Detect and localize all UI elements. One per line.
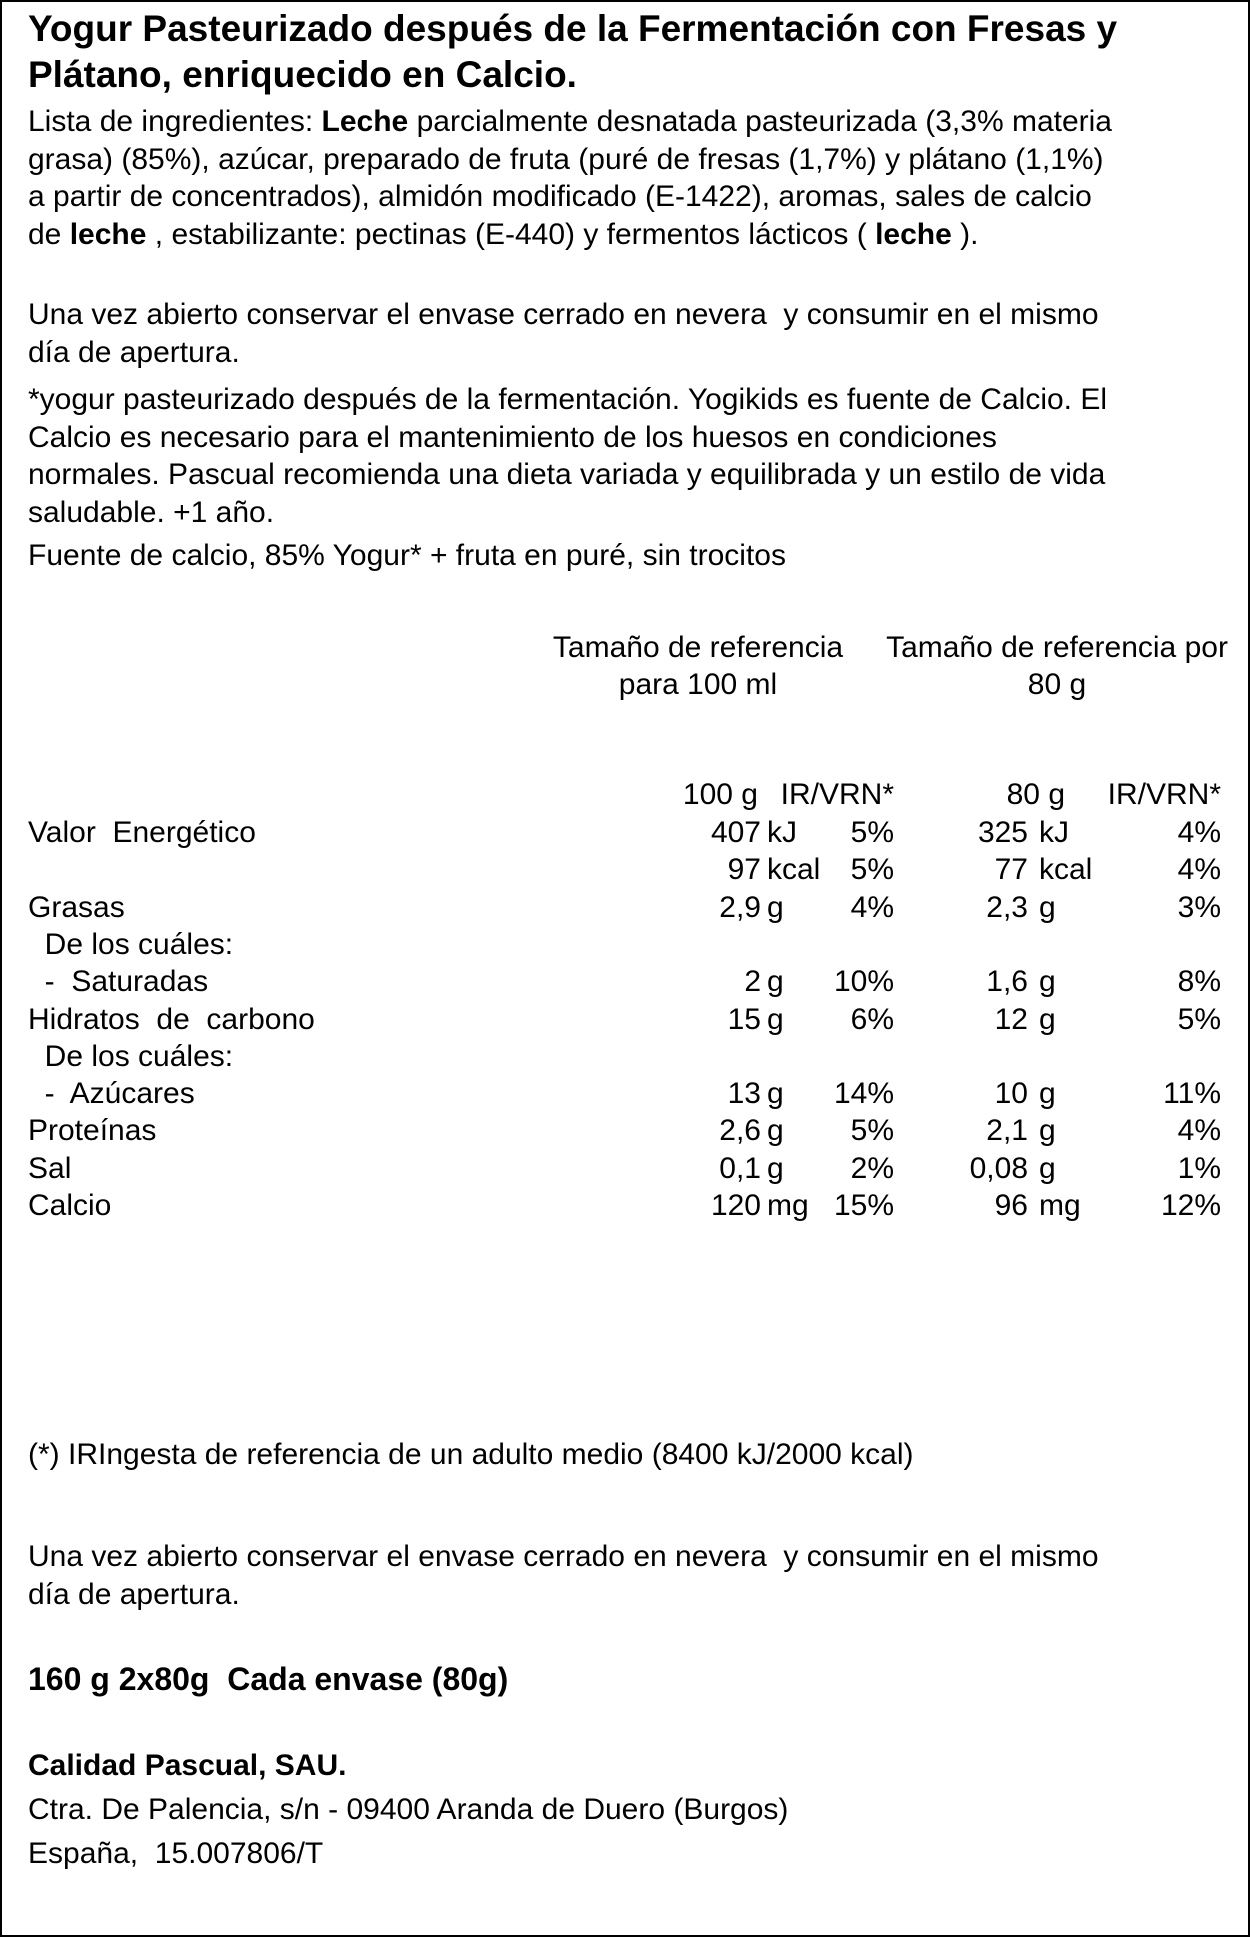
nutrient-label: De los cuáles: [28,1039,234,1073]
note-line-2: Calcio es necesario para el mantenimiento de los huesos en condiciones [28,420,997,454]
ir-80: 8% [1177,965,1221,999]
unit-100: g [767,1002,784,1036]
col-header-100g: 100 g [682,778,758,811]
ir-80: 3% [1177,890,1221,924]
nutrient-label: Valor Energético [28,816,256,849]
ir-100: 5% [850,853,894,887]
unit-100: kJ [767,816,797,849]
ir-80: 1% [1177,1151,1221,1185]
unit-80: g [1039,890,1056,924]
value-80: 2,1 [986,1114,1028,1148]
nutrient-label: Sal [28,1151,72,1185]
value-100: 13 [727,1077,761,1111]
unit-100: g [767,1077,784,1111]
nutrient-label: De los cuáles: [28,927,234,961]
ir-80: 12% [1160,1189,1221,1222]
ir-100: 5% [850,816,894,849]
value-100: 97 [727,853,761,887]
ir-100: 6% [850,1002,894,1036]
unit-100: g [767,890,784,924]
ingredients-line-1 [28,103,1112,141]
unit-80: mg [1039,1189,1081,1222]
allergen-leche: leche [69,217,147,251]
ingredients-text: , estabilizante: pectinas (E-440) y fermentos lácticos ( [146,217,876,251]
ir-80: 4% [1177,816,1221,849]
footnote: (*) IRIngesta de referencia de un adulto medio (8400 kJ/2000 kcal) [28,1438,914,1471]
note-line-4: saludable. +1 año. [28,495,275,529]
ir-100: 2% [850,1151,894,1185]
storage-2-line-2: día de apertura. [28,1577,240,1611]
ir-80: 4% [1177,1114,1221,1148]
unit-100: mg [767,1189,809,1222]
nutrient-label: Proteínas [28,1114,157,1148]
ir-80: 4% [1177,853,1221,887]
value-80: 2,3 [986,890,1028,924]
value-80: 0,08 [969,1151,1028,1185]
value-100: 2 [744,965,761,999]
ingredients-text: parcialmente desnatada pasteurizada (3,3% materia [408,105,1112,138]
col-header-ir-100: IR/VRN* [780,778,894,811]
allergen-leche: Leche [321,105,409,138]
value-100: 0,1 [719,1151,761,1185]
value-100: 2,9 [719,890,761,924]
col-header-80g: 80 g [1006,778,1065,811]
ir-100: 15% [833,1189,894,1222]
nutrient-label: Calcio [28,1189,112,1222]
nutrient-label: - Saturadas [28,965,209,999]
ref-80-header-line-1: Tamaño de referencia por [886,631,1228,664]
ir-100: 5% [850,1114,894,1148]
ir-100: 10% [833,965,894,999]
allergen-leche: leche [875,217,952,251]
value-80: 96 [994,1189,1028,1222]
ref-80-header-line-2: 80 g [1027,668,1087,701]
value-80: 77 [994,853,1028,887]
unit-80: g [1039,1114,1056,1148]
ingredients-line-4 [28,216,978,254]
value-80: 325 [977,816,1028,849]
ref-100-header-line-1: Tamaño de referencia [552,631,844,664]
value-80: 1,6 [986,965,1028,999]
ir-80: 5% [1177,1002,1221,1036]
note-line-1: *yogur pasteurizado después de la fermentación. Yogikids es fuente de Calcio. El [28,383,1108,416]
storage-line-1: Una vez abierto conservar el envase cerrado en nevera y consumir en el mismo [28,298,1099,331]
unit-80: g [1039,1002,1056,1036]
ingredients-text: ). [951,217,979,251]
ingredients-label: Lista de ingredientes: [28,105,322,138]
ir-100: 14% [833,1077,894,1111]
unit-80: g [1039,1151,1056,1185]
unit-100: g [767,1151,784,1185]
ingredients-line-3: a partir de concentrados), almidón modificado (E-1422), aromas, sales de calcio [28,180,1092,213]
unit-100: g [767,965,784,999]
value-80: 10 [994,1077,1028,1111]
note-line-3: normales. Pascual recomienda una dieta variada y equilibrada y un estilo de vida [28,458,1106,491]
ir-100: 4% [850,890,894,924]
nutrient-label: Grasas [28,890,125,924]
unit-80: kJ [1039,816,1069,849]
pack-size: 160 g 2x80g Cada envase (80g) [28,1661,509,1697]
ingredients-line-2: grasa) (85%), azúcar, preparado de fruta (puré de fresas (1,7%) y plátano (1,1%) [28,142,1104,176]
unit-100: kcal [767,853,821,887]
unit-80: kcal [1039,853,1093,887]
unit-80: g [1039,1077,1056,1111]
ref-100-header-line-2: para 100 ml [618,668,778,701]
col-header-ir-80: IR/VRN* [1107,778,1221,811]
nutrient-label: Hidratos de carbono [28,1002,315,1036]
address-line-2: España, 15.007806/T [28,1837,324,1870]
ir-80: 11% [1163,1077,1221,1111]
value-80: 12 [994,1002,1028,1036]
address-line-1: Ctra. De Palencia, s/n - 09400 Aranda de Duero (Burgos) [28,1793,789,1826]
storage-line-2: día de apertura. [28,335,240,369]
value-100: 2,6 [719,1114,761,1148]
storage-2-line-1: Una vez abierto conservar el envase cerrado en nevera y consumir en el mismo [28,1540,1099,1573]
ingredients-text: de [28,217,70,251]
nutrient-label: - Azúcares [28,1077,195,1111]
unit-100: g [767,1114,784,1148]
product-title: Yogur Pasteurizado después de la Fermentación con Fresas y Plátano, enriquecido en Calcio. [28,8,1118,95]
claim-line: Fuente de calcio, 85% Yogur* + fruta en puré, sin trocitos [28,539,786,572]
value-100: 120 [710,1189,761,1222]
value-100: 15 [727,1002,761,1036]
value-100: 407 [710,816,761,849]
company-name: Calidad Pascual, SAU. [28,1749,347,1782]
unit-80: g [1039,965,1056,999]
